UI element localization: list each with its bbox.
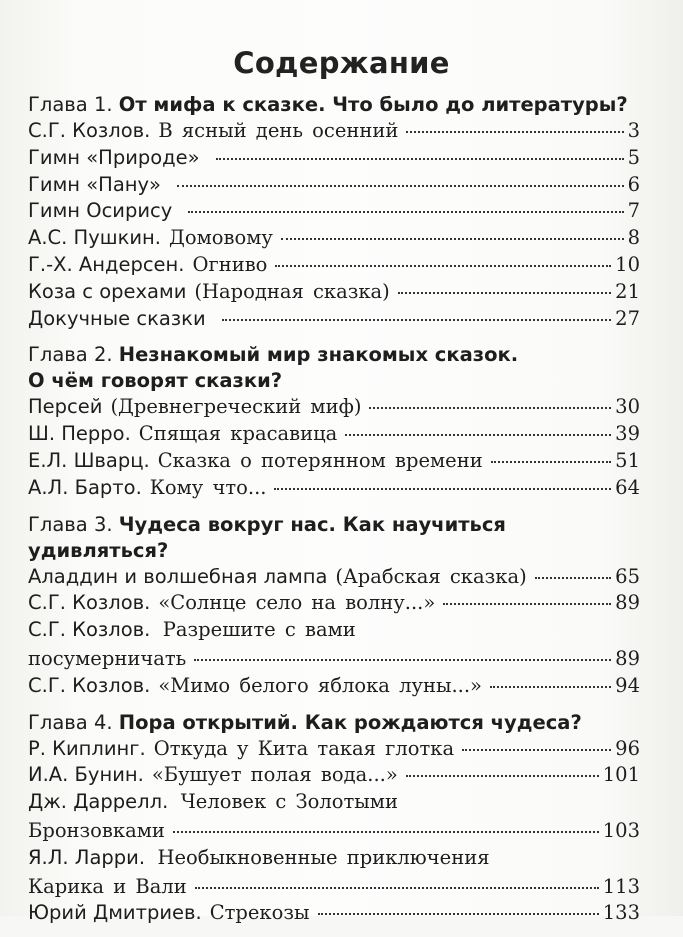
entry-author: Ш. Перро.	[28, 422, 131, 446]
entry-page-number: 3	[627, 119, 640, 142]
toc-entry[interactable]	[28, 225, 640, 252]
chapter-2	[28, 342, 640, 501]
entry-work: «Мимо белого яблока луны...»	[158, 673, 482, 697]
toc-entry[interactable]	[28, 736, 640, 763]
chapter-title: Чудеса вокруг нас. Как научиться удивляться?	[28, 512, 506, 562]
entry-author: Юрий Дмитриев.	[28, 901, 202, 925]
table-of-contents	[28, 92, 640, 937]
chapter-prefix: Глава 4.	[28, 710, 113, 734]
entry-work: (Древнегреческий миф)	[110, 395, 362, 419]
dot-leader	[318, 913, 599, 915]
entry-work: Откуда у Кита такая глотка	[153, 736, 455, 760]
entry-author: Дж. Даррелл.	[28, 790, 169, 814]
entry-author: Докучные сказки	[28, 306, 206, 330]
entry-page-number: 96	[615, 736, 640, 760]
chapter-1	[28, 92, 640, 332]
chapter-4	[28, 710, 640, 928]
dot-leader	[369, 407, 611, 409]
toc-entry[interactable]	[28, 394, 640, 421]
chapter-heading	[28, 342, 640, 394]
chapter-prefix: Глава 2.	[28, 343, 113, 367]
dot-leader	[345, 434, 611, 436]
entry-page-number: 103	[602, 818, 640, 842]
entry-page-number: 89	[615, 646, 640, 670]
entry-page-number: 6	[627, 172, 640, 196]
dot-leader	[222, 319, 612, 321]
toc-entry[interactable]	[28, 590, 640, 617]
entry-author: Е.Л. Шварц.	[28, 448, 150, 472]
dot-leader	[194, 659, 611, 661]
dot-leader	[406, 131, 623, 133]
dot-leader	[173, 831, 599, 833]
entry-page-number: 64	[615, 475, 640, 499]
entry-page-number: 101	[602, 763, 640, 787]
dot-leader	[462, 749, 611, 751]
toc-entry[interactable]	[28, 900, 640, 927]
chapter-heading	[28, 92, 640, 118]
entry-work: Стрекозы	[209, 901, 310, 925]
page-title: Содержание	[233, 46, 450, 80]
entry-author: Г.-Х. Андерсен.	[28, 252, 185, 276]
dot-leader	[275, 265, 611, 267]
entry-author: С.Г. Козлов.	[28, 673, 151, 697]
toc-entry-first-line[interactable]	[28, 845, 640, 874]
chapter-title-line2: О чём говорят сказки?	[28, 369, 283, 393]
entry-work: В ясный день осенний	[158, 119, 399, 142]
entry-author: Гимн Осирису	[28, 199, 173, 223]
entry-work: Домовому	[169, 226, 273, 250]
entry-page-number: 65	[615, 564, 640, 588]
dot-leader	[398, 292, 611, 294]
toc-entry[interactable]	[28, 564, 640, 591]
entry-author: А.С. Пушкин.	[28, 226, 161, 250]
entry-work-line2: Карика и Вали	[28, 874, 187, 898]
toc-entry-first-line[interactable]	[28, 789, 640, 818]
toc-entry[interactable]	[28, 762, 640, 789]
toc-entry[interactable]	[28, 475, 640, 502]
dot-leader	[274, 488, 611, 490]
entry-page-number: 94	[615, 673, 640, 697]
entry-author: Р. Киплинг.	[28, 736, 146, 760]
dot-leader	[195, 887, 599, 889]
chapter-prefix: Глава 1.	[28, 93, 113, 116]
chapter-heading	[28, 710, 640, 736]
entry-page-number: 21	[615, 279, 640, 303]
toc-entry[interactable]	[28, 198, 640, 225]
entry-work: Кому что...	[149, 475, 267, 499]
chapter-3	[28, 512, 640, 700]
entry-work-line2: Бронзовками	[28, 818, 165, 842]
dot-leader	[491, 461, 611, 463]
dot-leader	[443, 603, 611, 605]
toc-entry[interactable]	[28, 172, 640, 199]
entry-work: «Бушует полая вода...»	[151, 763, 398, 787]
entry-work: Спящая красавица	[138, 422, 338, 446]
entry-work: (Народная сказка)	[194, 279, 390, 303]
entry-page-number: 27	[615, 306, 640, 330]
toc-entry-continuation[interactable]	[28, 818, 640, 845]
toc-entry[interactable]	[28, 448, 640, 475]
dot-leader	[177, 185, 624, 187]
entry-author: А.Л. Барто.	[28, 475, 142, 499]
entry-author: Коза с орехами	[28, 279, 187, 303]
entry-page-number: 10	[615, 252, 640, 276]
entry-author: Гимн «Природе»	[28, 145, 200, 169]
entry-page-number: 51	[615, 448, 640, 472]
toc-entry-first-line[interactable]	[28, 617, 640, 646]
entry-author: Аладдин и волшебная лампа	[28, 564, 328, 588]
chapter-prefix: Глава 3.	[28, 512, 113, 536]
entry-page-number: 7	[627, 199, 640, 223]
entry-page-number: 39	[615, 422, 640, 446]
chapter-title: Незнакомый мир знакомых сказок.	[118, 343, 519, 367]
entry-author: С.Г. Козлов.	[28, 618, 151, 642]
entry-author: С.Г. Козлов.	[28, 591, 151, 615]
entry-author: Я.Л. Ларри.	[28, 845, 146, 869]
entry-work: Сказка о потерянном времени	[157, 448, 483, 472]
entry-work: Разрешите с вами	[162, 618, 356, 642]
dot-leader	[188, 211, 623, 213]
dot-leader	[406, 775, 599, 777]
toc-entry[interactable]	[28, 421, 640, 448]
entry-author: Гимн «Пану»	[28, 172, 161, 196]
toc-entry[interactable]	[28, 279, 640, 306]
toc-entry-continuation[interactable]	[28, 874, 640, 901]
entry-page-number: 89	[615, 591, 640, 615]
toc-entry[interactable]	[28, 118, 640, 145]
entry-work: «Солнце село на волну...»	[158, 591, 436, 615]
dot-leader	[281, 238, 624, 240]
chapter-heading	[28, 512, 640, 564]
entry-page-number: 5	[627, 145, 640, 169]
entry-work: Необыкновенные приключения	[157, 845, 490, 869]
entry-page-number: 30	[615, 395, 640, 419]
entry-page-number: 113	[602, 874, 640, 898]
entry-author: И.А. Бунин.	[28, 763, 144, 787]
entry-work: (Арабская сказка)	[335, 564, 527, 588]
dot-leader	[490, 686, 611, 688]
entry-author: С.Г. Козлов.	[28, 119, 151, 142]
entry-work: Огниво	[192, 252, 268, 276]
entry-work-line2: посумерничать	[28, 646, 187, 670]
toc-entry[interactable]	[28, 306, 640, 333]
toc-entry[interactable]	[28, 145, 640, 172]
entry-page-number: 133	[602, 901, 640, 925]
entry-page-number: 8	[627, 226, 640, 250]
chapter-title: От мифа к сказке. Что было до литературы?	[118, 93, 628, 116]
toc-entry-continuation[interactable]	[28, 646, 640, 673]
entry-work: Человек с Золотыми	[180, 790, 398, 814]
dot-leader	[535, 577, 612, 579]
chapter-title: Пора открытий. Как рождаются чудеса?	[118, 710, 582, 734]
toc-entry[interactable]	[28, 673, 640, 700]
dot-leader	[216, 158, 624, 160]
entry-author: Персей	[28, 395, 103, 419]
toc-entry[interactable]	[28, 252, 640, 279]
